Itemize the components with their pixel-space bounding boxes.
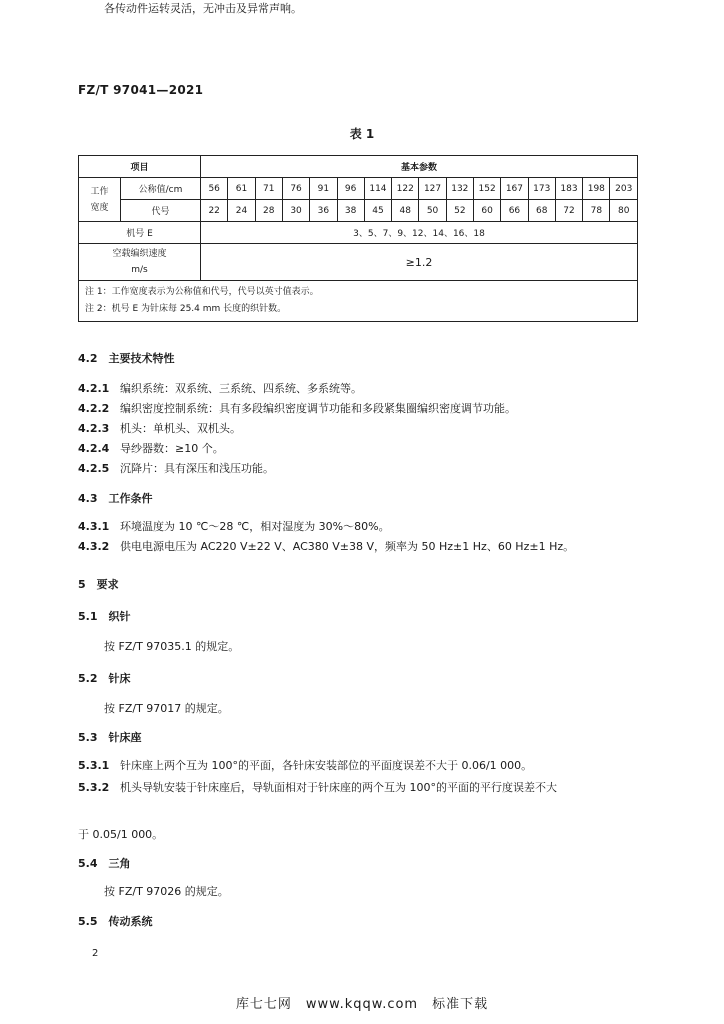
nominal-value: 152 — [473, 178, 500, 200]
clause-number: 4.3.1 — [78, 520, 110, 533]
nominal-value: 122 — [392, 178, 419, 200]
clause-text: 供电电源电压为 AC220 V±22 V、AC380 V±38 V，频率为 50 Hz±1 Hz、60 Hz±1 Hz。 — [120, 540, 575, 553]
code-value: 68 — [528, 200, 555, 222]
section-heading: 5.4 三角 — [78, 857, 131, 870]
clause-text: 针床座上两个互为 100°的平面，各针床安装部位的平面度误差不大于 0.06/1 000。 — [120, 759, 533, 772]
nominal-value: 127 — [419, 178, 446, 200]
section-heading: 5.1 织针 — [78, 610, 131, 623]
speed-unit: m/s — [131, 265, 148, 275]
nominal-value: 173 — [528, 178, 555, 200]
body-paragraph: 按 FZ/T 97035.1 的规定。 — [104, 640, 240, 653]
code-value: 48 — [392, 200, 419, 222]
clause-number: 4.3.2 — [78, 540, 110, 553]
body-paragraph: 各传动件运转灵活，无冲击及异常声响。 — [104, 2, 302, 15]
clause-number: 5.3.1 — [78, 759, 110, 772]
code-value: 80 — [610, 200, 638, 222]
table-notes — [79, 281, 638, 322]
table-head-item: 项目 — [79, 156, 201, 178]
clause-number: 5.3.2 — [78, 781, 110, 794]
footer-watermark: 库七七网 www.kqqw.com 标准下载 — [235, 997, 489, 1012]
gauge-label: 机号 E — [79, 222, 201, 244]
section-heading: 5.3 针床座 — [78, 731, 142, 744]
clause-paragraph — [78, 460, 274, 476]
code-value: 66 — [501, 200, 528, 222]
clause-paragraph — [78, 779, 557, 795]
nominal-value: 91 — [310, 178, 337, 200]
clause-continuation: 于 0.05/1 000。 — [78, 828, 164, 841]
table-note-1: 注 1：工作宽度表示为公称值和代号，代号以英寸值表示。 — [85, 287, 319, 297]
code-value: 60 — [473, 200, 500, 222]
code-value: 52 — [446, 200, 473, 222]
code-value: 45 — [364, 200, 391, 222]
nominal-value: 132 — [446, 178, 473, 200]
gauge-value: 3、5、7、9、12、14、16、18 — [201, 222, 638, 244]
body-paragraph: 按 FZ/T 97026 的规定。 — [104, 885, 229, 898]
code-value: 38 — [337, 200, 364, 222]
clause-text: 编织系统：双系统、三系统、四系统、多系统等。 — [120, 382, 362, 395]
clause-text: 沉降片：具有深压和浅压功能。 — [120, 462, 274, 475]
code-value: 72 — [555, 200, 582, 222]
clause-text: 机头导轨安装于针床座后，导轨面相对于针床座的两个互为 100°的平面的平行度误差不大 — [120, 781, 557, 794]
clause-number: 4.2.3 — [78, 422, 110, 435]
speed-value: ≥1.2 — [201, 244, 638, 281]
code-value: 36 — [310, 200, 337, 222]
section-heading: 4.3 工作条件 — [78, 492, 153, 505]
clause-paragraph — [78, 420, 241, 436]
nominal-value: 198 — [583, 178, 610, 200]
code-value: 24 — [228, 200, 255, 222]
nominal-value: 56 — [201, 178, 228, 200]
clause-paragraph — [78, 538, 574, 554]
clause-paragraph — [78, 757, 532, 773]
clause-text: 编织密度控制系统：具有多段编织密度调节功能和多段紧集圈编织密度调节功能。 — [120, 402, 516, 415]
nominal-value: 183 — [555, 178, 582, 200]
clause-paragraph — [78, 400, 516, 416]
clause-number: 4.2.1 — [78, 382, 110, 395]
nominal-value: 71 — [255, 178, 282, 200]
table-caption: 表 1 — [349, 127, 375, 141]
code-value: 50 — [419, 200, 446, 222]
clause-number: 4.2.4 — [78, 442, 110, 455]
clause-number: 4.2.2 — [78, 402, 110, 415]
clause-text: 机头：单机头、双机头。 — [120, 422, 241, 435]
code-value: 28 — [255, 200, 282, 222]
nominal-value: 76 — [282, 178, 309, 200]
code-value: 22 — [201, 200, 228, 222]
page-number: 2 — [92, 948, 99, 959]
section-heading: 5.2 针床 — [78, 672, 131, 685]
nominal-value: 203 — [610, 178, 638, 200]
speed-label-cell — [79, 244, 201, 281]
nominal-value: 114 — [364, 178, 391, 200]
code-label: 代号 — [121, 200, 201, 222]
nominal-label: 公称值/cm — [121, 178, 201, 200]
body-paragraph: 按 FZ/T 97017 的规定。 — [104, 702, 229, 715]
section-heading: 4.2 主要技术特性 — [78, 352, 175, 365]
width-label: 工作 宽度 — [79, 178, 121, 222]
speed-label: 空载编织速度 — [112, 249, 167, 259]
clause-number: 4.2.5 — [78, 462, 110, 475]
clause-text: 环境温度为 10 ℃～28 ℃，相对湿度为 30%～80%。 — [120, 520, 390, 533]
code-value: 30 — [282, 200, 309, 222]
table-note-2: 注 2：机号 E 为针床每 25.4 mm 长度的织针数。 — [85, 304, 287, 314]
table-head-params: 基本参数 — [201, 156, 638, 178]
code-value: 78 — [583, 200, 610, 222]
clause-paragraph — [78, 440, 224, 456]
spec-table — [78, 155, 638, 322]
clause-paragraph — [78, 518, 390, 534]
nominal-value: 96 — [337, 178, 364, 200]
nominal-value: 61 — [228, 178, 255, 200]
section-heading: 5 要求 — [78, 578, 119, 591]
document-code-header: FZ/T 97041—2021 — [78, 83, 204, 97]
nominal-value: 167 — [501, 178, 528, 200]
section-heading: 5.5 传动系统 — [78, 915, 153, 928]
clause-paragraph — [78, 380, 362, 396]
clause-text: 导纱器数：≥10 个。 — [120, 442, 224, 455]
